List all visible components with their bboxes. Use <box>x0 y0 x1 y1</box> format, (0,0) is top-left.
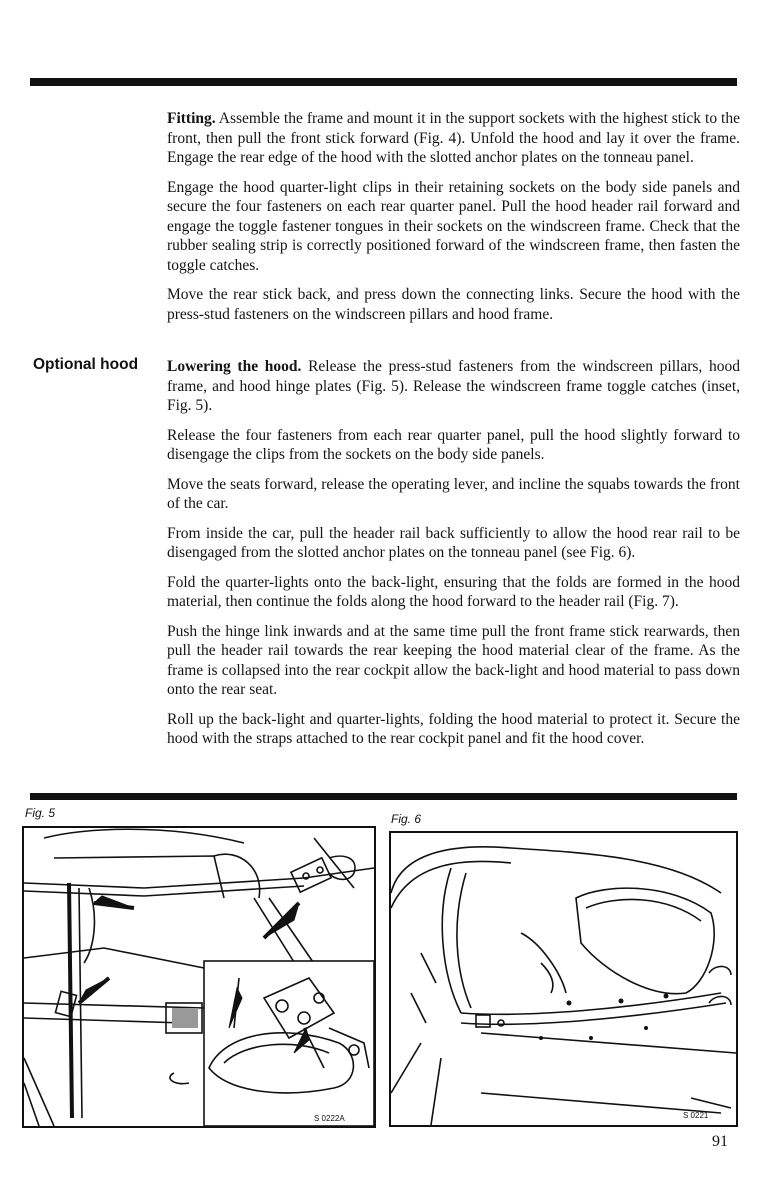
fig5-code: S 0222A <box>314 1114 345 1123</box>
fitting-p1-text: Assemble the frame and mount it in the support sockets with the highest stick to the front, then pull the front stick forward (Fig. 4). Unfold the hood and lay it over the frame. Engage the rear edge of the hood with the slotted anchor plates on the tonneau panel. <box>167 110 740 166</box>
fitting-paragraph-3: Move the rear stick back, and press down the connecting links. Secure the hood with the press-stud fasteners on the windscreen pillars and hood frame. <box>167 286 740 323</box>
lowering-paragraph-1 <box>167 357 740 416</box>
fitting-section <box>167 109 740 334</box>
lowering-paragraph-3: Move the seats forward, release the operating lever, and incline the squabs towards the front of the car. <box>167 475 740 512</box>
top-rule <box>30 78 737 86</box>
lowering-paragraph-2: Release the four fasteners from each rear quarter panel, pull the hood slightly forward to disengage the clips from the sockets on the body side panels. <box>167 426 740 463</box>
lowering-lead: Lowering the hood. <box>167 358 302 375</box>
lowering-paragraph-6: Push the hinge link inwards and at the same time pull the front frame stick rearwards, then pull the header rail towards the rear keeping the hood material clear of the frame. As the frame is collapsed into the rear cockpit allow the back-light and hood material to pass down onto the rear seat. <box>167 622 740 698</box>
lowering-paragraph-7: Roll up the back-light and quarter-lights, folding the hood material to protect it. Secure the hood with the straps attached to the rear cockpit panel and fit the hood cover. <box>167 710 740 747</box>
figure-5-drawing <box>24 828 374 1126</box>
lowering-section <box>167 357 740 759</box>
fig6-label: Fig. 6 <box>391 812 422 826</box>
figure-6-drawing <box>391 833 736 1125</box>
page-number: 91 <box>712 1133 728 1150</box>
fitting-paragraph-2: Engage the hood quarter-light clips in their retaining sockets on the body side panels and secure the four fasteners on each rear quarter panel. Pull the hood header rail forward and engage the toggle fastener tongues in their sockets on the windscreen frame. Check that the rubber sealing strip is correctly positioned forward of the windscreen frame, then fasten the toggle catches. <box>167 178 740 274</box>
lowering-paragraph-5: Fold the quarter-lights onto the back-light, ensuring that the folds are formed in the hood material, then continue the folds along the hood forward to the header rail (Fig. 7). <box>167 573 740 610</box>
fitting-paragraph-1 <box>167 109 740 168</box>
lowering-p1-text: Release the press-stud fasteners from the windscreen pillars, hood frame, and hood hinge plates (Fig. 5). Release the windscreen frame toggle catches (inset, Fig. 5). <box>167 358 740 414</box>
lowering-paragraph-4: From inside the car, pull the header rail back sufficiently to allow the hood rear rail to be disengaged from the slotted anchor plates on the tonneau panel (see Fig. 6). <box>167 524 740 561</box>
fitting-lead: Fitting. <box>167 110 216 127</box>
section-heading: Optional hood <box>33 356 139 373</box>
fig6-code: S 0221 <box>683 1111 709 1120</box>
middle-rule <box>30 793 737 800</box>
figure-5-illustration <box>22 826 376 1128</box>
fig5-label: Fig. 5 <box>25 806 56 820</box>
figure-6-illustration <box>389 831 738 1127</box>
